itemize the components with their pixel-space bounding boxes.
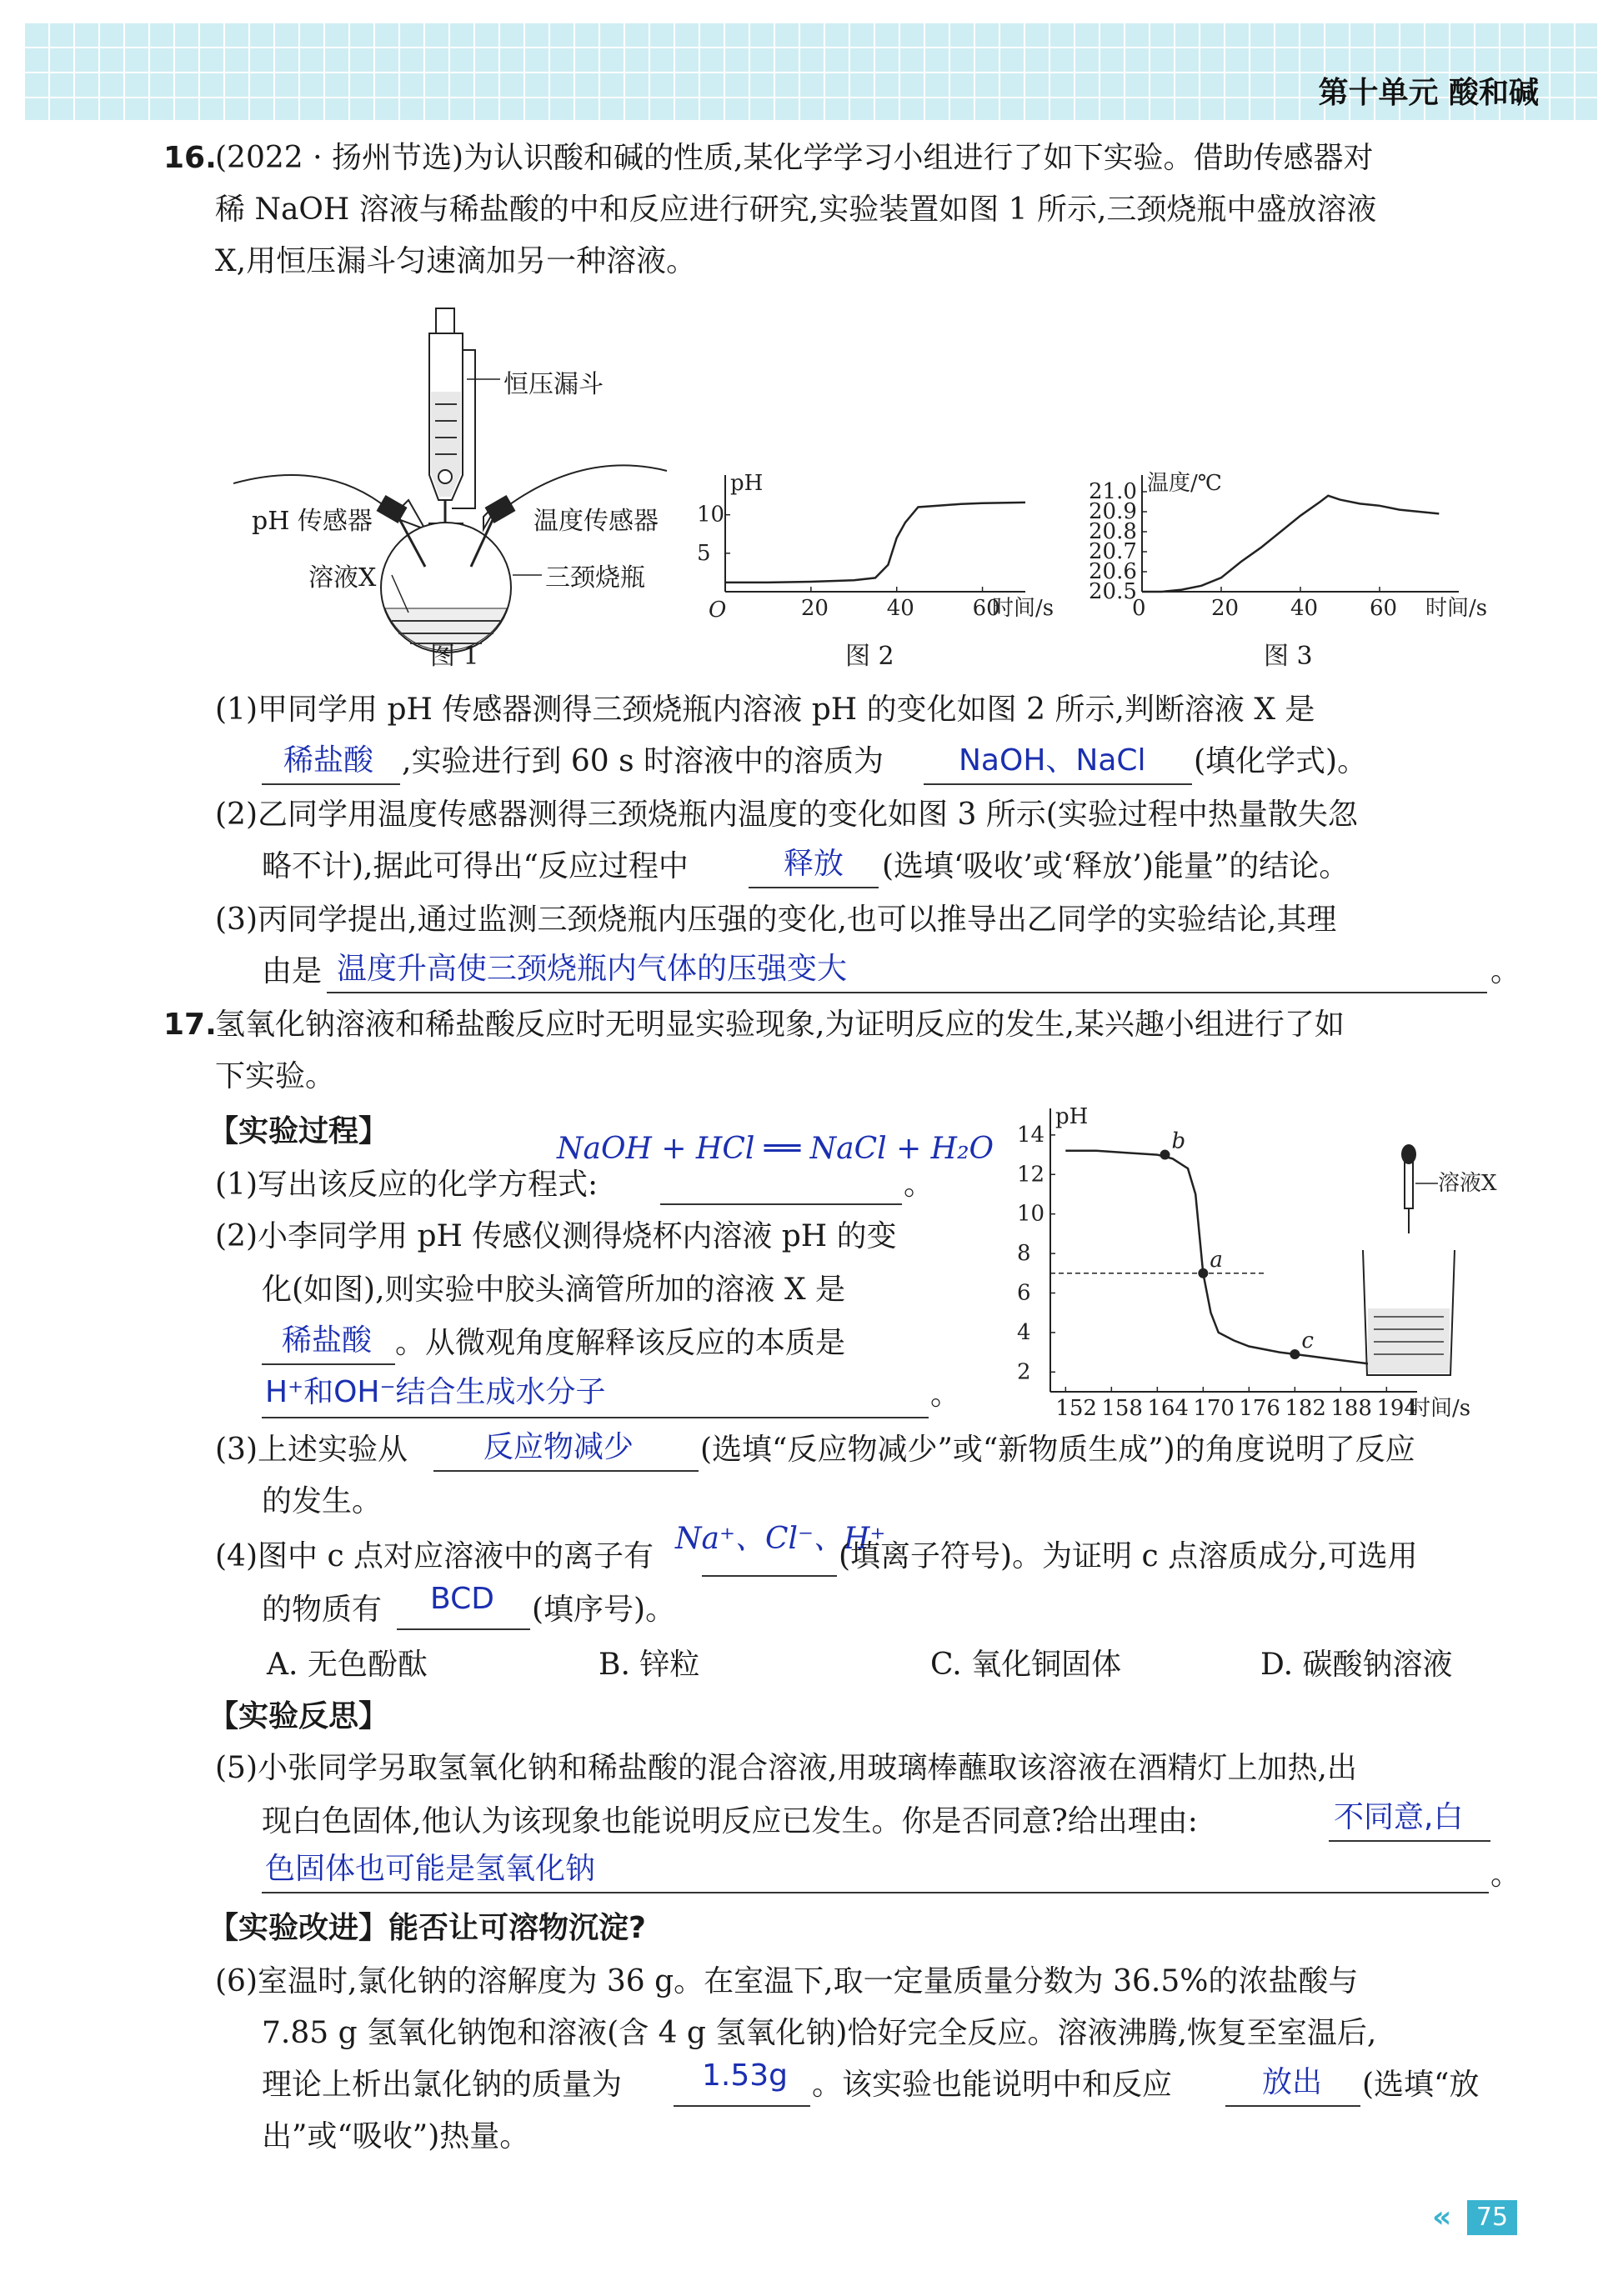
- x-tick-label: 170: [1193, 1396, 1235, 1421]
- q17-p4-answer1: Na⁺、Cl⁻、H⁺: [675, 1522, 886, 1556]
- q17-p4-a: (4)图中 c 点对应溶液中的离子有: [215, 1539, 654, 1573]
- x-tick-label: 158: [1101, 1396, 1143, 1421]
- q16-p3-line1: (3)丙同学提出,通过监测三颈烧瓶内压强的变化,也可以推导出乙同学的实验结论,其理: [215, 903, 1337, 937]
- q17-p6-blank2[interactable]: [1225, 2105, 1360, 2107]
- q17-p6-line2: 7.85 g 氢氧化钠饱和溶液(含 4 g 氢氧化钠)恰好完全反应。溶液沸腾,恢复至室温后,: [262, 2016, 1377, 2050]
- q16-p1-answer1: 稀盐酸: [283, 743, 374, 778]
- y-tick-label: 20.7: [1089, 539, 1137, 564]
- q17-p2-line3: 。从微观角度解释该反应的本质是: [395, 1326, 846, 1360]
- fig1-solution-label: 溶液X: [308, 563, 377, 593]
- q17-p6-line3c: (选填“放: [1362, 2068, 1480, 2102]
- x-tick-label: 40: [886, 596, 914, 621]
- figure1-apparatus: [233, 300, 700, 667]
- q16-p3-end: 。: [1490, 954, 1521, 988]
- q16-intro-line3: X,用恒压漏斗匀速滴加另一种溶液。: [215, 244, 697, 278]
- q17-p3-blank[interactable]: [433, 1470, 699, 1472]
- q17-p5-line1: (5)小张同学另取氢氧化钠和稀盐酸的混合溶液,用玻璃棒蘸取该溶液在酒精灯上加热,出: [215, 1751, 1357, 1785]
- q17-option-b: B. 锌粒: [599, 1648, 700, 1682]
- point-a: [1198, 1268, 1208, 1278]
- q17-intro-line1: 氢氧化钠溶液和稀盐酸反应时无明显实验现象,为证明反应的发生,某兴趣小组进行了如: [215, 1008, 1345, 1042]
- unit-title: 第十单元 酸和碱: [1318, 76, 1539, 110]
- x-tick-label: 20: [1211, 596, 1240, 621]
- q16-p3-blank[interactable]: [327, 992, 1487, 993]
- y-tick-label: 14: [1017, 1122, 1045, 1148]
- x-tick-label: 188: [1330, 1396, 1372, 1421]
- data-series-line: [1065, 1151, 1386, 1366]
- q17-p6-blank1[interactable]: [674, 2105, 810, 2107]
- q16-intro-line2: 稀 NaOH 溶液与稀盐酸的中和反应进行研究,实验装置如图 1 所示,三颈烧瓶中盛放溶液: [215, 193, 1377, 227]
- q17-p4-blank2[interactable]: [397, 1628, 530, 1630]
- x-tick-label: 152: [1055, 1396, 1097, 1421]
- q17-p4-b: (填离子符号)。为证明 c 点溶质成分,可选用: [839, 1539, 1418, 1573]
- q17-p6-line4: 出”或“吸收”)热量。: [262, 2119, 530, 2153]
- origin-label: O: [709, 598, 727, 623]
- q17-p5-end: 。: [1490, 1858, 1521, 1892]
- y-tick-label: 21.0: [1089, 479, 1137, 504]
- q16-p1-blank2[interactable]: [924, 783, 1192, 785]
- fig1-temp-sensor-label: 温度传感器: [533, 507, 659, 536]
- q17-p5-line2: 现白色固体,他认为该现象也能说明反应已发生。你是否同意?给出理由:: [262, 1804, 1198, 1838]
- q17-option-a: A. 无色酚酞: [267, 1648, 428, 1682]
- q16-intro-line1: (2022 · 扬州节选)为认识酸和碱的性质,某化学学习小组进行了如下实验。借助传感器对: [215, 141, 1374, 175]
- q17-p1-answer: NaOH + HCl ══ NaCl + H₂O: [557, 1132, 994, 1166]
- x-axis-label: 时间/s: [1425, 596, 1488, 621]
- y-tick-label: 10: [1017, 1201, 1045, 1227]
- point-label-b: b: [1171, 1128, 1186, 1154]
- fig1-caption: 图 1: [430, 642, 479, 671]
- q17-p2-end: 。: [930, 1378, 961, 1412]
- q17-p3-b: (选填“反应物减少”或“新物质生成”)的角度说明了反应: [700, 1433, 1415, 1467]
- q17-p2-blank2[interactable]: [262, 1417, 929, 1418]
- x-tick-label: 20: [800, 596, 829, 621]
- q17-option-c: C. 氧化铜固体: [930, 1648, 1122, 1682]
- q16-p2-line2b: (选填‘吸收’或‘释放’)能量”的结论。: [882, 849, 1350, 883]
- x-tick-label: 0: [1132, 596, 1146, 621]
- x-tick-label: 60: [972, 596, 1000, 621]
- y-axis-label: pH: [1055, 1104, 1089, 1129]
- y-tick-label: 20.5: [1089, 579, 1137, 604]
- point-label-c: c: [1301, 1328, 1314, 1353]
- q17-intro-line2: 下实验。: [215, 1059, 336, 1093]
- y-tick-label: 5: [697, 540, 711, 566]
- y-tick-label: 4: [1017, 1319, 1031, 1345]
- q17-p5-blank2[interactable]: [262, 1892, 1489, 1893]
- data-series-line: [725, 503, 1025, 583]
- dropper-icon: [1405, 1158, 1413, 1208]
- q16-p3-answer: 温度升高使三颈烧瓶内气体的压强变大: [337, 952, 848, 986]
- header-band: [23, 22, 1597, 120]
- q16-p1-line1: (1)甲同学用 pH 传感器测得三颈烧瓶内溶液 pH 的变化如图 2 所示,判断溶液 X 是: [215, 693, 1315, 727]
- q17-number: 17.: [163, 1008, 217, 1042]
- y-tick-label: 20.6: [1089, 559, 1137, 584]
- q17-ph-chart: [984, 1092, 1517, 1442]
- q16-p2-line1: (2)乙同学用温度传感器测得三颈烧瓶内温度的变化如图 3 所示(实验过程中热量散失忽: [215, 798, 1358, 832]
- q17-p6-answer2: 放出: [1262, 2065, 1323, 2099]
- q16-p1-blank1[interactable]: [262, 783, 400, 785]
- q17-option-d: D. 碳酸钠溶液: [1260, 1648, 1453, 1682]
- point-b: [1160, 1150, 1170, 1160]
- data-series-line: [1142, 496, 1439, 592]
- q17-p6-answer1: 1.53g: [702, 2058, 789, 2093]
- fig1-flask-label: 三颈烧瓶: [545, 563, 645, 593]
- x-tick-label: 182: [1285, 1396, 1326, 1421]
- dropper-bulb-icon: [1401, 1144, 1416, 1164]
- q17-p1-text: (1)写出该反应的化学方程式:: [215, 1168, 599, 1202]
- q17-p5-answer2: 色固体也可能是氢氧化钠: [265, 1852, 596, 1886]
- y-axis-label: pH: [730, 471, 764, 496]
- q17-section-reflection: 【实验反思】: [208, 1699, 389, 1733]
- figure3-temp-chart: [1084, 467, 1500, 633]
- page-number: 75: [1467, 2200, 1517, 2235]
- x-tick-label: 164: [1147, 1396, 1189, 1421]
- q17-p3-a: (3)上述实验从: [215, 1433, 408, 1467]
- q17-p6-line1: (6)室温时,氯化钠的溶解度为 36 g。在室温下,取一定量质量分数为 36.5%的浓盐酸与: [215, 1964, 1359, 1998]
- q17-p5-blank1[interactable]: [1329, 1840, 1490, 1842]
- y-tick-label: 20.9: [1089, 499, 1137, 524]
- x-tick-label: 194: [1376, 1396, 1418, 1421]
- page-chevron-icon: «: [1432, 2200, 1452, 2234]
- fig1-ph-sensor-label: pH 传感器: [252, 507, 373, 536]
- fig2-caption: 图 2: [845, 642, 894, 671]
- q16-p1-mid: ,实验进行到 60 s 时溶液中的溶质为: [402, 744, 884, 778]
- y-tick-label: 10: [697, 502, 725, 528]
- y-tick-label: 12: [1017, 1162, 1045, 1188]
- q17-p4-blank1[interactable]: [702, 1575, 837, 1577]
- q16-p2-line2a: 略不计),据此可得出“反应过程中: [262, 849, 689, 883]
- q17-section-process: 【实验过程】: [208, 1114, 389, 1148]
- q17-p3-answer: 反应物减少: [483, 1430, 634, 1464]
- q17-p2-blank1[interactable]: [262, 1363, 395, 1365]
- x-tick-label: 40: [1290, 596, 1319, 621]
- point-label-a: a: [1210, 1247, 1223, 1273]
- x-axis-label: 时间/s: [992, 596, 1054, 621]
- funnel-stopper: [436, 308, 454, 333]
- q17-p1-end: 。: [904, 1168, 934, 1202]
- q17-p1-blank[interactable]: [660, 1203, 902, 1205]
- x-tick-label: 60: [1370, 596, 1398, 621]
- ph-sensor-plug: [377, 495, 408, 523]
- beaker-label: 溶液X: [1438, 1171, 1497, 1196]
- fig3-caption: 图 3: [1264, 642, 1313, 671]
- point-c: [1290, 1349, 1300, 1359]
- q16-p3-line2a: 由是: [262, 954, 323, 988]
- figure2-ph-chart: [692, 467, 1067, 633]
- q17-p4-answer2: BCD: [430, 1582, 494, 1616]
- y-tick-label: 6: [1017, 1280, 1031, 1306]
- q17-p2-line2: 化(如图),则实验中胶头滴管所加的溶液 X 是: [262, 1273, 846, 1307]
- q17-p4-line2a: 的物质有: [262, 1593, 383, 1627]
- y-tick-label: 2: [1017, 1359, 1031, 1385]
- q17-p4-line2b: (填序号)。: [532, 1593, 676, 1627]
- y-axis-label: 温度/℃: [1147, 471, 1222, 496]
- x-tick-label: 176: [1239, 1396, 1280, 1421]
- q17-section-improvement: 【实验改进】能否让可溶物沉淀?: [208, 1911, 646, 1945]
- q17-p6-line3b: 。该实验也能说明中和反应: [812, 2068, 1173, 2102]
- q16-p1-end: (填化学式)。: [1194, 744, 1368, 778]
- q16-p2-blank[interactable]: [749, 887, 879, 888]
- q16-p2-answer: 释放: [784, 847, 844, 881]
- q17-p6-line3a: 理论上析出氯化钠的质量为: [262, 2068, 623, 2102]
- q16-p1-answer2: NaOH、NaCl: [959, 743, 1146, 778]
- q17-p3-line2: 的发生。: [262, 1484, 383, 1518]
- stopcock: [438, 470, 452, 483]
- q17-p2-answer1: 稀盐酸: [282, 1323, 373, 1358]
- q17-p2-answer2: H⁺和OH⁻结合生成水分子: [265, 1375, 606, 1409]
- y-tick-label: 8: [1017, 1241, 1031, 1267]
- y-tick-label: 20.8: [1089, 519, 1137, 544]
- beaker-liquid: [1368, 1308, 1450, 1373]
- fig1-funnel-label: 恒压漏斗: [503, 370, 604, 399]
- x-axis-label: 时间/s: [1409, 1396, 1471, 1421]
- q17-p5-answer1: 不同意,白: [1334, 1800, 1464, 1834]
- q16-number: 16.: [163, 141, 217, 175]
- q17-p2-line1: (2)小李同学用 pH 传感仪测得烧杯内溶液 pH 的变: [215, 1219, 897, 1253]
